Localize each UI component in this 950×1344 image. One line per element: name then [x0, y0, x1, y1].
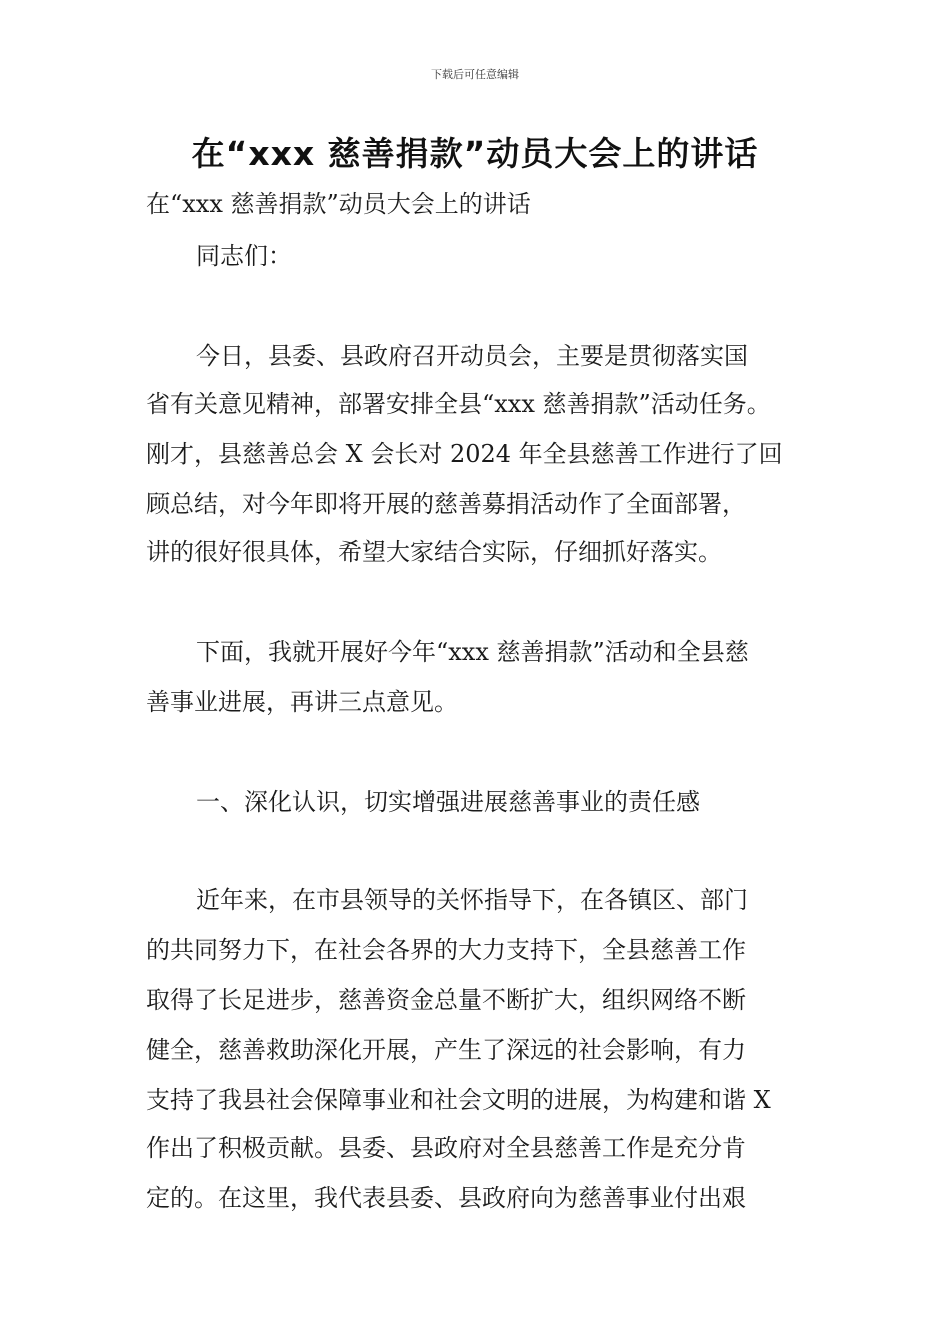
subtitle-line: 在“xxx 慈善捐款”动员大会上的讲话 [146, 190, 531, 218]
section-heading: 一、深化认识，切实增强进展慈善事业的责任感 [196, 788, 700, 816]
paragraph-line: 的共同努力下，在社会各界的大力支持下，全县慈善工作 [146, 936, 746, 964]
header-note: 下载后可任意编辑 [431, 68, 519, 81]
paragraph-line: 刚才，县慈善总会 X 会长对 2024 年全县慈善工作进行了回 [146, 440, 783, 468]
paragraph-line: 省有关意见精神，部署安排全县“xxx 慈善捐款”活动任务。 [146, 390, 771, 418]
paragraph-line: 今日，县委、县政府召开动员会，主要是贯彻落实国 [196, 342, 748, 370]
document-title: 在“xxx 慈善捐款”动员大会上的讲话 [191, 134, 759, 173]
paragraph-line: 近年来，在市县领导的关怀指导下，在各镇区、部门 [196, 886, 748, 914]
paragraph-line: 讲的很好很具体，希望大家结合实际，仔细抓好落实。 [146, 538, 722, 566]
paragraph-line: 作出了积极贡献。县委、县政府对全县慈善工作是充分肯 [146, 1134, 746, 1162]
paragraph-line: 取得了长足进步，慈善资金总量不断扩大，组织网络不断 [146, 986, 746, 1014]
paragraph-line: 健全，慈善救助深化开展，产生了深远的社会影响，有力 [146, 1036, 746, 1064]
paragraph-line: 善事业进展，再讲三点意见。 [146, 688, 458, 716]
paragraph-line: 下面，我就开展好今年“xxx 慈善捐款”活动和全县慈 [196, 638, 749, 666]
salutation: 同志们： [196, 242, 292, 270]
paragraph-line: 定的。在这里，我代表县委、县政府向为慈善事业付出艰 [146, 1184, 746, 1212]
paragraph-line: 支持了我县社会保障事业和社会文明的进展，为构建和谐 X [146, 1086, 771, 1114]
paragraph-line: 顾总结，对今年即将开展的慈善募捐活动作了全面部署， [146, 490, 746, 518]
